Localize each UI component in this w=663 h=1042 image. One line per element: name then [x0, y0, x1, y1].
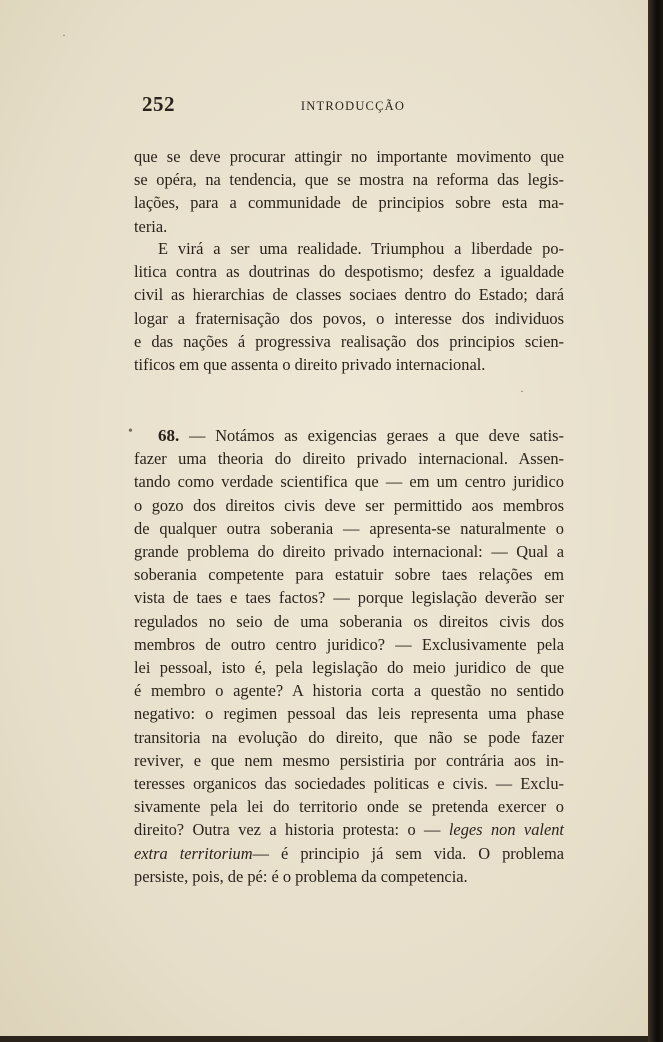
text-line: membros de outro centro juridico? — Exclusivamente pela	[134, 634, 564, 654]
text-line: teria.	[134, 216, 168, 236]
text-line-italic-2	[134, 842, 564, 865]
page-bottom-edge	[0, 1036, 648, 1042]
text-line: lações, para a communidade de principios sobre esta ma-	[134, 193, 564, 213]
text-line: civil as hierarchias de classes sociaes dentro do Estado; dará	[134, 285, 564, 305]
text-line-italic-1	[134, 818, 564, 841]
section-68	[134, 424, 564, 888]
text-line: teresses organicos das sociedades politicas e civis. — Exclu-	[134, 774, 564, 794]
page-header	[142, 92, 564, 122]
text-line: tando como verdade scientifica que — em um centro juridico	[134, 472, 564, 492]
paragraph-2	[134, 237, 564, 376]
text-line: regulados no seio de uma soberania os direitos civis dos	[134, 611, 564, 631]
text-line: E virá a ser uma realidade. Triumphou a liberdade po-	[158, 239, 564, 258]
text-line: logar a fraternisação dos povos, o interesse dos individuos	[134, 308, 564, 328]
text-line: e das nações á progressiva realisação dos principios scien-	[134, 331, 564, 351]
latin-phrase-part-2: extra territorium	[134, 843, 253, 863]
section-first-line-text: — Notámos as exigencias geraes a que deve satis-	[189, 426, 564, 445]
text-line: persiste, pois, de pé: é o problema da competencia.	[134, 866, 468, 886]
latin-phrase-part-1: leges non valent	[448, 820, 564, 840]
running-head: INTRODUCÇÃO	[300, 99, 406, 113]
paper-speck: •	[128, 424, 133, 439]
paper-speck: ·	[520, 384, 524, 398]
text-line: transitoria na evolução do direito, que não se pode fazer	[134, 727, 564, 747]
text-line: negativo: o regimen pessoal das leis representa uma phase	[134, 704, 564, 724]
section-first-line	[134, 424, 564, 447]
text-line: soberania competente para estatuir sobre taes relações em	[134, 565, 564, 585]
text-line: sivamente pela lei do territorio onde se pretenda exercer o	[134, 797, 564, 817]
text-line: que se deve procurar attingir no importante movimento que	[134, 147, 564, 166]
text-line: reviver, e que nem mesmo persistiria por contrária aos in-	[134, 750, 564, 770]
text-line: o gozo dos direitos civis deve ser permittido aos membros	[134, 495, 564, 515]
text-line: de qualquer outra soberania — apresenta-se naturalmente o	[134, 518, 564, 538]
text-line: tificos em que assenta o direito privado internacional.	[134, 355, 486, 375]
text-line: se opéra, na tendencia, que se mostra na reforma das legis-	[134, 170, 564, 190]
page-number: 252	[142, 92, 175, 116]
text-line: fazer uma theoria do direito privado internacional. Assen-	[134, 449, 564, 469]
text-line: litica contra as doutrinas do despotismo; desfez a igualdade	[134, 262, 564, 282]
paper-speck: ·	[62, 28, 66, 42]
book-gutter	[648, 0, 663, 1042]
text-line: lei pessoal, isto é, pela legislação do meio juridico de que	[134, 658, 564, 678]
text-segment: — é principio já sem vida. O problema	[252, 843, 564, 863]
paragraph-1	[134, 145, 564, 238]
text-line: vista de taes e taes factos? — porque legislação deverão ser	[134, 588, 564, 608]
text-segment: direito? Outra vez a historia protesta: o —	[134, 820, 441, 840]
text-line: grande problema do direito privado internacional: — Qual a	[134, 542, 564, 562]
section-number: 68.	[158, 426, 180, 445]
text-line: é membro o agente? A historia corta a questão no sentido	[134, 681, 564, 701]
